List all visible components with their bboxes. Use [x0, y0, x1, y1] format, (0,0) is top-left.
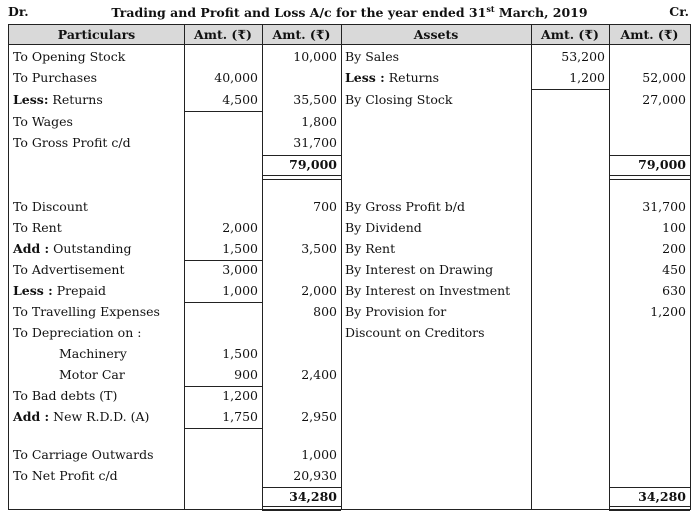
wages-amt: 1,800 [301, 114, 337, 129]
purchase-returns-label: Less: Returns [13, 92, 103, 107]
rule [531, 89, 609, 90]
col-divider [531, 25, 532, 509]
rent-income-label: By Rent [345, 241, 396, 256]
wages-label: To Wages [13, 114, 73, 129]
dividend-label: By Dividend [345, 220, 422, 235]
rule [184, 111, 262, 112]
double-rule [262, 506, 341, 511]
purchase-returns-amt: 4,500 [222, 92, 258, 107]
travelling-amt: 800 [313, 304, 337, 319]
double-rule [609, 175, 690, 180]
pl-total-debit: 34,280 [289, 489, 337, 504]
statement-title: Trading and Profit and Loss A/c for the year ended 31st March, 2019 [111, 4, 588, 21]
net-sales-amt: 52,000 [642, 70, 686, 85]
double-rule [609, 506, 690, 511]
prepaid-label: Less : Prepaid [13, 283, 107, 298]
sales-returns-amt: 1,200 [569, 70, 605, 85]
sales-returns-label: Less : Returns [345, 70, 440, 85]
machinery-amt: 1,500 [222, 346, 258, 361]
gross-profit-cd-label: To Gross Profit c/d [13, 135, 131, 150]
gross-profit-bd-amt: 31,700 [642, 199, 686, 214]
trading-total-debit: 79,000 [289, 157, 337, 172]
interest-drawing-amt: 450 [662, 262, 686, 277]
total-bad-debts-amt: 2,950 [301, 409, 337, 424]
interest-investment-amt: 630 [662, 283, 686, 298]
gross-profit-bd-label: By Gross Profit b/d [345, 199, 465, 214]
new-rdd-amt: 1,750 [222, 409, 258, 424]
motor-car-amt: 900 [234, 367, 258, 382]
carriage-label: To Carriage Outwards [13, 447, 154, 462]
trading-pl-account-table [8, 24, 691, 510]
opening-stock-label: To Opening Stock [13, 49, 126, 64]
rent-amt: 2,000 [222, 220, 258, 235]
carriage-amt: 1,000 [301, 447, 337, 462]
prepaid-amt: 1,000 [222, 283, 258, 298]
dr-label: Dr. [8, 4, 29, 19]
gross-profit-cd-amt: 31,700 [293, 135, 337, 150]
purchases-amt: 40,000 [214, 70, 258, 85]
purchases-label: To Purchases [13, 70, 98, 85]
col-amt-2: Amt. (₹) [262, 25, 341, 45]
provision-amt: 1,200 [650, 304, 686, 319]
pl-total-credit: 34,280 [638, 489, 686, 504]
outstanding-label: Add : Outstanding [13, 241, 132, 256]
col-divider [341, 25, 342, 509]
outstanding-amt: 1,500 [222, 241, 258, 256]
total-rent-amt: 3,500 [301, 241, 337, 256]
travelling-label: To Travelling Expenses [13, 304, 160, 319]
motor-car-label: Motor Car [59, 367, 125, 382]
sales-label: By Sales [345, 49, 400, 64]
interest-investment-label: By Interest on Investment [345, 283, 511, 298]
advertisement-amt: 3,000 [222, 262, 258, 277]
opening-stock-amt: 10,000 [293, 49, 337, 64]
col-particulars: Particulars [9, 25, 184, 45]
col-amt-1: Amt. (₹) [184, 25, 262, 45]
depreciation-label: To Depreciation on : [13, 325, 142, 340]
rule [184, 428, 262, 429]
dividend-amt: 100 [662, 220, 686, 235]
net-profit-amt: 20,930 [293, 468, 337, 483]
double-rule [262, 175, 341, 180]
advertisement-label: To Advertisement [13, 262, 125, 277]
discount-label: To Discount [13, 199, 88, 214]
net-advertisement-amt: 2,000 [301, 283, 337, 298]
net-purchases-amt: 35,500 [293, 92, 337, 107]
new-rdd-label: Add : New R.D.D. (A) [13, 409, 150, 424]
provision-label-2: Discount on Creditors [345, 325, 485, 340]
bad-debts-label: To Bad debts (T) [13, 388, 118, 403]
statement-header [0, 2, 699, 24]
closing-stock-amt: 27,000 [642, 92, 686, 107]
sales-amt: 53,200 [561, 49, 605, 64]
machinery-label: Machinery [59, 346, 127, 361]
closing-stock-label: By Closing Stock [345, 92, 453, 107]
cr-label: Cr. [669, 4, 689, 19]
total-depreciation-amt: 2,400 [301, 367, 337, 382]
discount-amt: 700 [313, 199, 337, 214]
col-amt-4: Amt. (₹) [609, 25, 690, 45]
rent-income-amt: 200 [662, 241, 686, 256]
col-assets: Assets [341, 25, 531, 45]
col-amt-3: Amt. (₹) [531, 25, 609, 45]
trading-total-credit: 79,000 [638, 157, 686, 172]
net-profit-label: To Net Profit c/d [13, 468, 118, 483]
interest-drawing-label: By Interest on Drawing [345, 262, 494, 277]
rule [184, 302, 262, 303]
rent-label: To Rent [13, 220, 62, 235]
provision-label: By Provision for [345, 304, 447, 319]
bad-debts-amt: 1,200 [222, 388, 258, 403]
